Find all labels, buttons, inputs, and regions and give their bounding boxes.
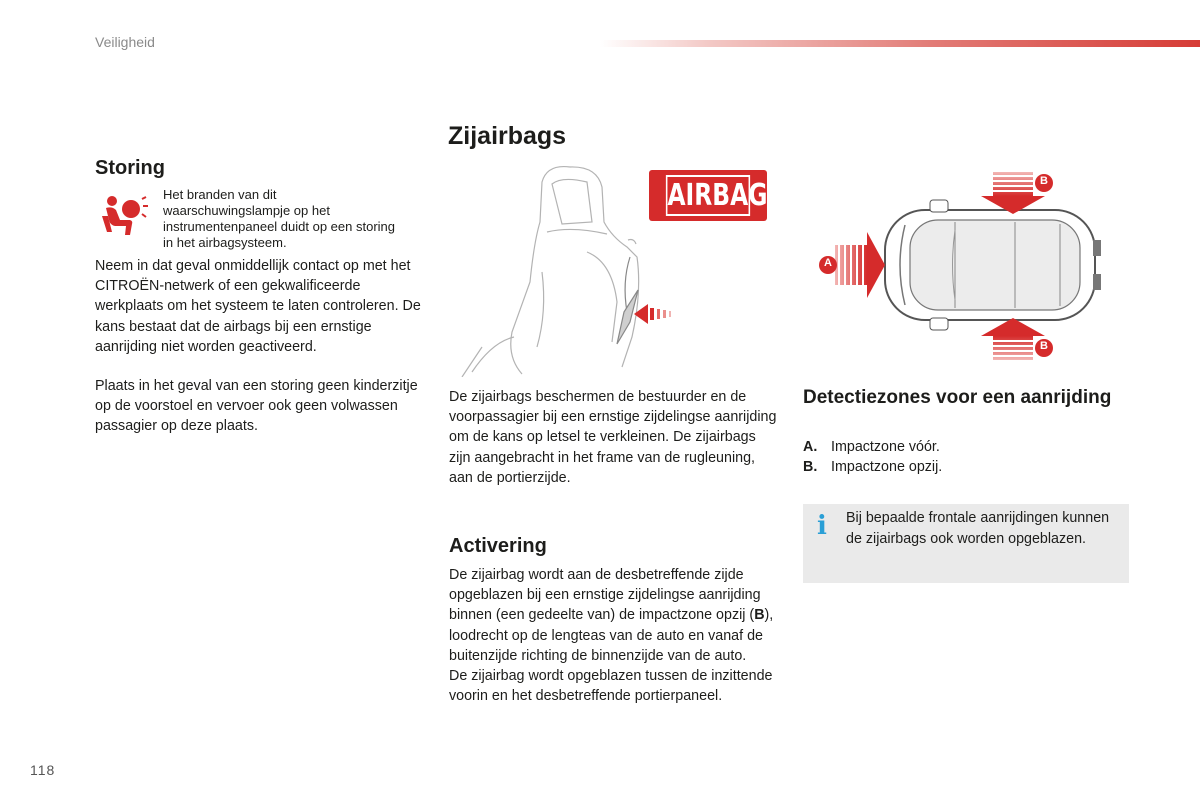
activering-paragraph-2: De zijairbag wordt opgeblazen tussen de inzittende voorin en het desbetreffende portierpaneel. [449,668,773,705]
activering-text-part-2: ), loodrecht op de lengteas van de auto en vanaf de buitenzijde richting de binnenzijde van de auto. [449,607,774,664]
airbag-warning-icon [100,194,148,238]
activering-heading: Activering [449,535,547,557]
storing-heading: Storing [95,157,165,179]
page-number: 118 [30,762,56,778]
impact-zones-diagram [815,170,1105,365]
activering-text-part-1: De zijairbag wordt aan de desbetreffende zijde opgeblazen bij een ernstige zijdelingse aanrijding binnen (een gedeelte van) de impactzone opzij ( [449,567,761,624]
detection-zones-heading: Detectiezones voor een aanrijding [803,387,1112,408]
zone-list [803,437,1123,477]
activering-text [449,565,779,706]
header-accent-bar [600,40,1200,47]
airbag-label-badge: AIRBAG [649,170,767,221]
side-airbags-description: De zijairbags beschermen de bestuurder en de voorpassagier bij een ernstige zijdelingse aanrijding om de kans op letsel te verkleinen. De zijairbags zijn aangebracht in het frame van de rugleuning, aan de portierzijde. [449,389,777,486]
info-box [803,504,1129,583]
info-text: Bij bepaalde frontale aanrijdingen kunnen de zijairbags ook worden opgeblazen. [846,510,1110,547]
storing-paragraph-1: Neem in dat geval onmiddellijk contact op met het CITROËN-netwerk of een gekwalificeerde werkplaats om het systeem te laten controleren. De kans bestaat dat de airbags bij een ernstige aanrijding niet worden geactiveerd. [95,258,421,355]
warning-lamp-text: Het branden van dit waarschuwingslampje op het instrumentenpaneel duidt op een storing in het airbagsysteem. [163,187,395,250]
storing-paragraph-2: Plaats in het geval van een storing geen kinderzitje op de voorstoel en vervoer ook geen volwassen passagier op deze plaats. [95,378,418,435]
section-label: Veiligheid [95,34,155,50]
zone-b-reference: B [754,607,765,624]
list-item: B. Impactzone opzij. [803,459,943,475]
info-icon: i [817,511,827,541]
page-title: Zijairbags [448,122,567,150]
zone-b-label-bottom: B [1040,340,1048,352]
zone-b-label-top: B [1040,175,1048,187]
zone-a-label: A [824,257,832,269]
list-item: A. Impactzone vóór. [803,439,940,455]
